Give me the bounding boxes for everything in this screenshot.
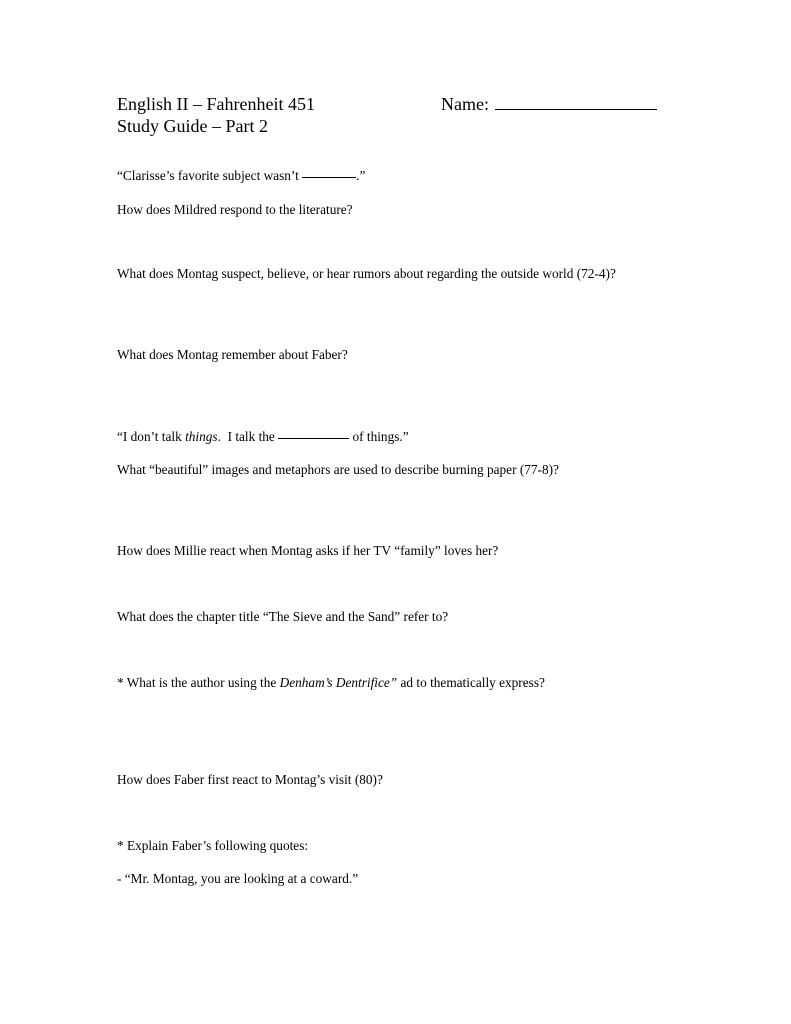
question-mildred-literature: How does Mildred respond to the literature? [117,202,353,217]
question-faber-reaction: How does Faber first react to Montag’s visit (80)? [117,772,383,787]
question-tv-family: How does Millie react when Montag asks if her TV “family” loves her? [117,543,499,558]
fill-in-blank[interactable] [302,177,356,178]
question-clarisse-subject: “Clarisse’s favorite subject wasn’t .” [117,168,366,183]
name-field[interactable] [441,93,657,115]
question-outside-world: What does Montag suspect, believe, or hear rumors about regarding the outside world (72-4)? [117,266,616,281]
fill-in-blank[interactable] [278,438,349,439]
question-sieve-and-sand: What does the chapter title “The Sieve and the Sand” refer to? [117,609,449,624]
page-subtitle: Study Guide – Part 2 [117,116,268,136]
name-blank-line[interactable] [495,93,657,110]
question-denhams-dentrifice: * What is the author using the Denham’s Dentrifice” ad to thematically express? [117,675,545,690]
page-title: English II – Fahrenheit 451 [117,94,315,114]
question-burning-paper: What “beautiful” images and metaphors are used to describe burning paper (77-8)? [117,462,559,477]
question-remember-faber: What does Montag remember about Faber? [117,347,348,362]
question-explain-faber-quotes: * Explain Faber’s following quotes: [117,838,309,853]
quote-coward: - “Mr. Montag, you are looking at a coward.” [117,871,359,886]
question-talk-things: “I don’t talk things. I talk the of things.” [117,429,409,444]
name-label: Name: [441,94,489,114]
